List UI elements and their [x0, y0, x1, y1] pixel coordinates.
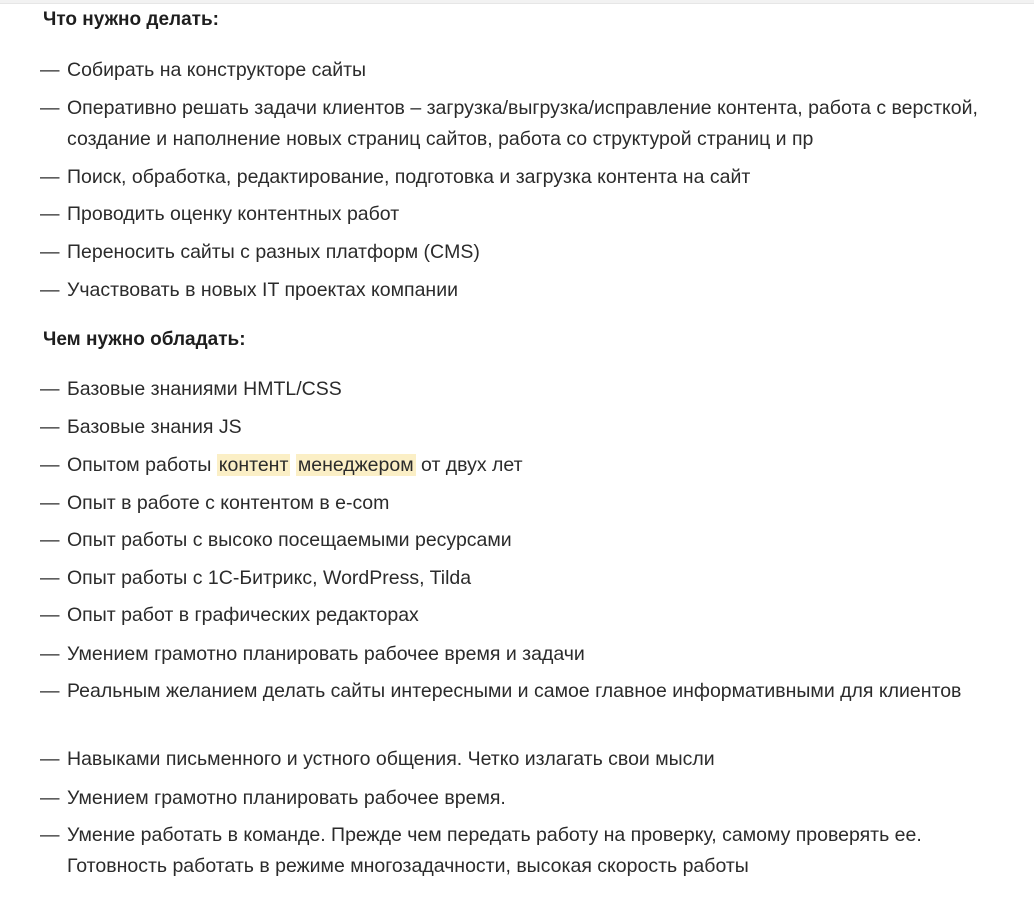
list-item — [40, 162, 1015, 193]
list-item-text: Реальным желанием делать сайты интересными и самое главное информативными для клиентов — [67, 680, 962, 702]
bullet-dash: — — [40, 604, 60, 626]
section-heading-duties: Что нужно делать: — [43, 9, 219, 30]
list-item-text: Участвовать в новых IT проектах компании — [67, 279, 458, 301]
list-item — [40, 374, 1015, 405]
bullet-dash: — — [40, 241, 60, 263]
list-item-text: Умением грамотно планировать рабочее время и задачи — [67, 643, 585, 665]
bullet-dash: — — [40, 378, 60, 400]
bullet-dash: — — [40, 416, 60, 438]
bullet-dash: — — [40, 529, 60, 551]
bullet-dash: — — [40, 454, 60, 476]
list-item — [40, 450, 1015, 481]
list-item — [40, 412, 1015, 443]
list-item-text: Опыт работы с высоко посещаемыми ресурсами — [67, 529, 512, 551]
bullet-dash: — — [40, 166, 60, 188]
list-item — [40, 563, 1015, 594]
bullet-dash: — — [40, 59, 60, 81]
list-item-text: Навыками письменного и устного общения. Четко излагать свои мысли — [67, 748, 715, 770]
bullet-dash: — — [40, 279, 60, 301]
bullet-dash: — — [40, 680, 60, 702]
list-item — [40, 676, 1015, 707]
list-item — [40, 744, 1015, 775]
bullet-dash: — — [40, 567, 60, 589]
top-divider — [0, 0, 1034, 4]
list-item — [40, 820, 1015, 882]
list-item-text: Опыт работ в графических редакторах — [67, 604, 419, 626]
highlighted-term: контент — [218, 454, 289, 476]
list-item-text: Базовые знаниями HMTL/CSS — [67, 378, 342, 400]
list-item-text-end: от двух лет — [415, 454, 523, 476]
list-item — [40, 55, 1015, 86]
list-item — [40, 639, 1015, 670]
bullet-dash: — — [40, 643, 60, 665]
list-item — [40, 525, 1015, 556]
list-item-text: Опыт работы с 1С-Битрикс, WordPress, Tilda — [67, 567, 472, 589]
bullet-dash: — — [40, 203, 60, 225]
list-item — [40, 199, 1015, 230]
bullet-dash: — — [40, 787, 60, 809]
list-item-text: Умением грамотно планировать рабочее время. — [67, 787, 506, 809]
list-item — [40, 488, 1015, 519]
list-item-text-start: Опытом работы — [67, 454, 217, 476]
list-item — [40, 275, 1015, 306]
bullet-dash: — — [40, 748, 60, 770]
list-item-text: Базовые знания JS — [67, 416, 242, 438]
list-item-text: Переносить сайты с разных платформ (CMS) — [67, 241, 480, 263]
list-item — [40, 93, 1015, 155]
bullet-dash: — — [40, 824, 60, 846]
list-item-text: Умение работать в команде. Прежде чем передать работу на проверку, самому проверять ее. Готовность работать в режиме многозадачности, высокая скорость работы — [67, 824, 922, 877]
list-item — [40, 600, 1015, 631]
list-item-text: Проводить оценку контентных работ — [67, 203, 400, 225]
list-item-text: Опыт в работе с контентом в e-com — [67, 492, 390, 514]
list-item-text — [67, 450, 1015, 481]
section-heading-requirements: Чем нужно обладать: — [43, 329, 246, 350]
highlighted-term: менеджером — [297, 454, 414, 476]
bullet-dash: — — [40, 492, 60, 514]
list-item-text: Поиск, обработка, редактирование, подготовка и загрузка контента на сайт — [67, 166, 751, 188]
list-item — [40, 783, 1015, 814]
list-item-text: Оперативно решать задачи клиентов – загрузка/выгрузка/исправление контента, работа с версткой, создание и наполнение новых страниц сайтов, работа со структурой страниц и пр — [67, 97, 978, 150]
bullet-dash: — — [40, 97, 60, 119]
list-item — [40, 237, 1015, 268]
list-item-text: Собирать на конструкторе сайты — [67, 59, 367, 81]
